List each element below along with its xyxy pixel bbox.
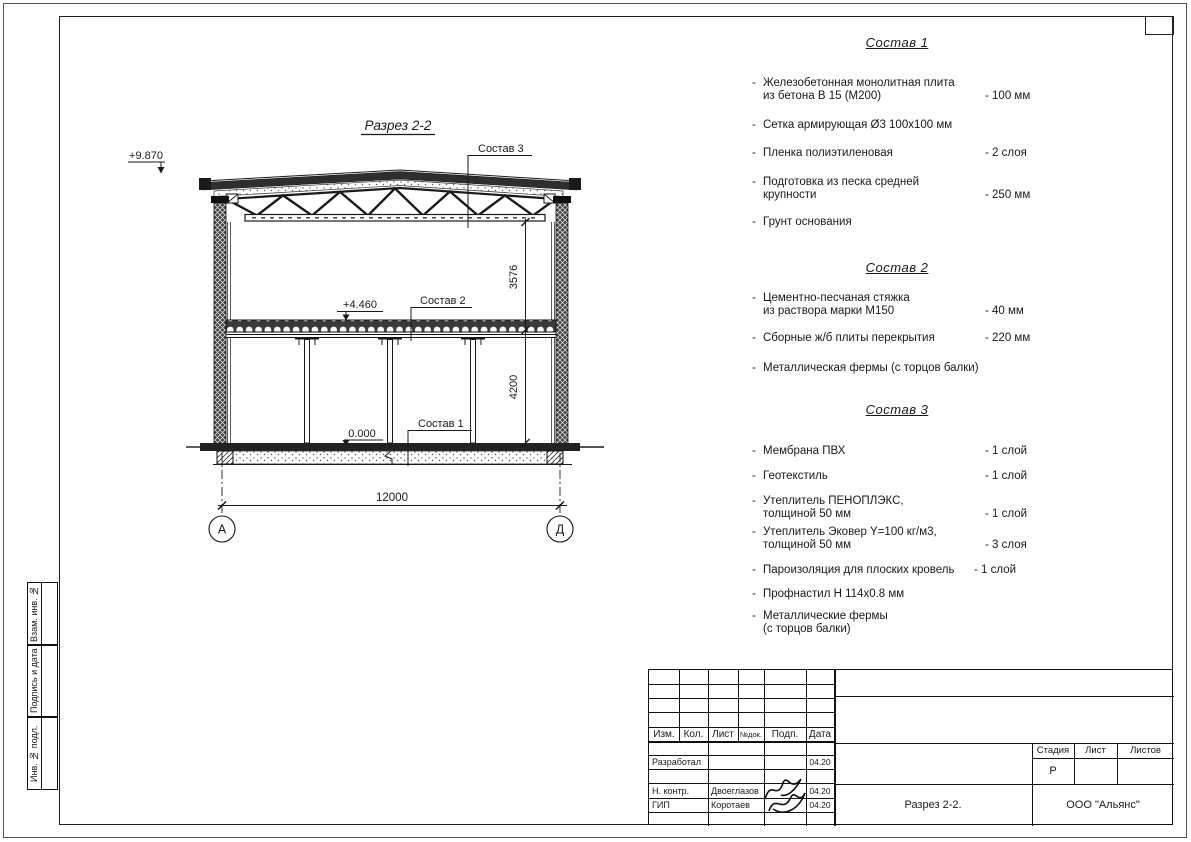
item-value: - 2 слоя [985, 147, 1027, 159]
list-item [752, 526, 1173, 552]
bullet: - [752, 119, 756, 131]
col-header-data: Дата [808, 728, 832, 740]
list-item [752, 470, 1173, 483]
company-name: ООО "Альянс" [1066, 799, 1140, 811]
dim-story-height: 4200 [508, 374, 520, 400]
title-block [648, 669, 1173, 825]
elevation-mark-roof [128, 150, 165, 174]
floor-slab [226, 320, 556, 338]
col-header-podp: Подп. [771, 728, 799, 740]
col-header-kol: Кол. [683, 728, 704, 740]
item-line: Цементно-песчаная стяжка [763, 292, 910, 304]
bullet: - [752, 470, 756, 482]
bullet: - [752, 495, 756, 507]
date-razrabotal: 04.20 [809, 757, 831, 767]
item-line: Утеплитель Эковер Y=100 кг/м3, [763, 526, 937, 538]
svg-text:Состав 2: Состав 2 [420, 295, 466, 307]
item-line: Пленка полиэтиленовая [763, 147, 893, 159]
item-line: Подготовка из песка средней [763, 176, 920, 188]
composition-title: Состав 3 [865, 402, 929, 417]
list-item [752, 495, 1173, 521]
name-dvoeglazov: Двоеглазов [711, 785, 759, 796]
bullet: - [752, 77, 756, 89]
item-line: Геотекстиль [763, 470, 828, 482]
item-line: Железобетонная монолитная плита [763, 77, 955, 89]
dim-span: 12000 [376, 492, 408, 504]
axis-bubble-a [209, 516, 235, 542]
svg-text:Д: Д [555, 522, 565, 537]
item-line: Сетка армирующая Ø3 100x100 мм [763, 119, 953, 131]
list-item [752, 119, 1173, 132]
composition-title: Состав 2 [865, 260, 929, 275]
item-line: Сборные ж/б плиты перекрытия [763, 332, 935, 344]
item-value: - 250 мм [985, 189, 1031, 201]
list-item [752, 610, 1173, 636]
item-value: - 40 мм [985, 305, 1024, 317]
item-value: - 3 слоя [985, 539, 1027, 551]
name-korotaev: Коротаев [711, 800, 750, 810]
item-value: - 1 слой [974, 564, 1017, 576]
list-item [752, 292, 1173, 318]
margin-stamp-inv [27, 717, 58, 790]
svg-text:А: А [217, 522, 227, 537]
axis-bubble-d [547, 516, 573, 542]
col-header-list: Лист [712, 728, 734, 740]
bullet: - [752, 216, 756, 228]
list-item [752, 176, 1173, 202]
svg-text:0.000: 0.000 [348, 428, 376, 440]
svg-text:+9.870: +9.870 [129, 150, 163, 162]
role-nkontr: Н. контр. [652, 785, 690, 796]
item-line: Металлические фермы [763, 610, 888, 622]
list-item [752, 332, 1173, 345]
item-value: - 1 слой [985, 470, 1028, 482]
item-line: Профнастил Н 114x0.8 мм [763, 588, 905, 600]
stage-value: Р [1049, 765, 1057, 777]
item-line: толщиной 50 мм [763, 539, 852, 551]
list-item [752, 564, 1173, 577]
col-header-izm: Изм. [653, 728, 675, 740]
bullet: - [752, 445, 756, 457]
drawing-title: Разрез 2-2 [364, 118, 432, 133]
bullet: - [752, 610, 756, 622]
item-line: из раствора марки М150 [763, 305, 895, 317]
date-gip: 04.20 [809, 800, 831, 810]
list-item [752, 445, 1173, 458]
bullet: - [752, 332, 756, 344]
item-line: толщиной 50 мм [763, 508, 852, 520]
item-line: Утеплитель ПЕНОПЛЭКС, [763, 495, 904, 507]
item-line: Грунт основания [763, 216, 852, 228]
bullet: - [752, 526, 756, 538]
col-header-ndok: №док. [740, 729, 762, 739]
bullet: - [752, 292, 756, 304]
dim-truss-height: 3576 [508, 264, 520, 290]
bullet: - [752, 564, 756, 576]
svg-text:Состав 3: Состав 3 [478, 143, 524, 155]
item-value: - 100 мм [985, 90, 1031, 102]
stage-label: Стадия [1036, 745, 1070, 756]
item-line: Металлическая фермы (с торцов балки) [763, 362, 979, 374]
sheet-label: Лист [1085, 745, 1106, 756]
elevation-mark-floor2 [337, 299, 383, 321]
sheets-label: Листов [1130, 745, 1161, 756]
margin-stamp-label: Подпись и дата [29, 648, 39, 714]
margin-stamp-podpis [27, 645, 58, 717]
bullet: - [752, 588, 756, 600]
item-line: крупности [763, 189, 817, 201]
bullet: - [752, 147, 756, 159]
ground-floor [186, 443, 604, 465]
item-line: из бетона В 15 (М200) [763, 90, 882, 102]
list-item [752, 77, 1173, 103]
signature-scribble [761, 771, 809, 819]
item-value: - 1 слой [985, 508, 1028, 520]
list-item [752, 588, 1173, 601]
list-item [752, 362, 1173, 375]
composition-title: Состав 1 [865, 35, 929, 50]
margin-stamp-label: Инв. № подл. [29, 725, 39, 782]
bullet: - [752, 362, 756, 374]
item-value: - 220 мм [985, 332, 1031, 344]
margin-stamp-vzam [27, 582, 58, 645]
item-line: (с торцов балки) [763, 623, 851, 635]
list-item [752, 216, 1173, 229]
svg-text:+4.460: +4.460 [343, 299, 377, 311]
composition-lists [752, 0, 1173, 660]
margin-stamp-label: Взам. инв. № [29, 585, 39, 642]
list-item [752, 147, 1173, 160]
svg-text:Состав 1: Состав 1 [418, 418, 464, 430]
date-nkontr: 04.20 [809, 785, 831, 796]
item-value: - 1 слой [985, 445, 1028, 457]
document-title: Разрез 2-2. [904, 799, 962, 811]
item-line: Пароизоляция для плоских кровель [763, 564, 955, 576]
item-line: Мембрана ПВХ [763, 445, 846, 457]
role-razrabotal: Разработал [652, 757, 701, 767]
bullet: - [752, 176, 756, 188]
role-gip: ГИП [652, 800, 670, 810]
